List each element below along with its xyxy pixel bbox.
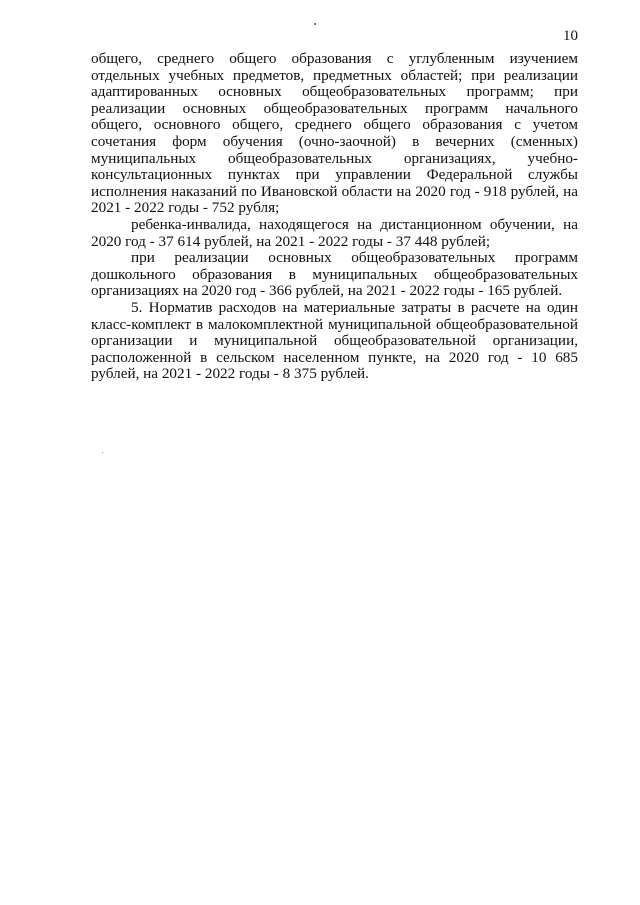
document-body (91, 51, 578, 383)
paragraph-item-5: 5. Норматив расходов на материальные затраты в расчете на один класс-комплект в малокомплектной муниципальной общеобразовательной организации и муниципальной общеобразовательной организации, расположенной в сельском населенном пункте, на 2020 год - 10 685 рублей, на 2021 - 2022 годы - 8 375 рублей. (91, 298, 578, 383)
paragraph-disabled-child: ребенка-инвалида, находящегося на дистанционном обучении, на 2020 год - 37 614 рублей, на 2021 - 2022 годы - 37 448 рублей; (91, 215, 578, 250)
scan-speck (102, 452, 103, 453)
page-number: 10 (563, 28, 578, 44)
paragraph-continuation: общего, среднего общего образования с углубленным изучением отдельных учебных предметов, предметных областей; при реализации адаптированных основных общеобразовательных программ; при реализации основных общеобразовательных программ начального общего, основного общего, среднего общего образования с учетом сочетания форм обучения (очно-заочной) в вечерних (сменных) муниципальных общеобразовательных организациях, учебно-консультационных пунктах при управлении Федеральной службы исполнения наказаний по Ивановской области на 2020 год - 918 рублей, на 2021 - 2022 годы - 752 рубля; (91, 50, 578, 217)
paragraph-preschool: при реализации основных общеобразовательных программ дошкольного образования в муниципальных общеобразовательных организациях на 2020 год - 366 рублей, на 2021 - 2022 годы - 165 рублей. (91, 249, 578, 300)
scan-speck (314, 23, 316, 25)
